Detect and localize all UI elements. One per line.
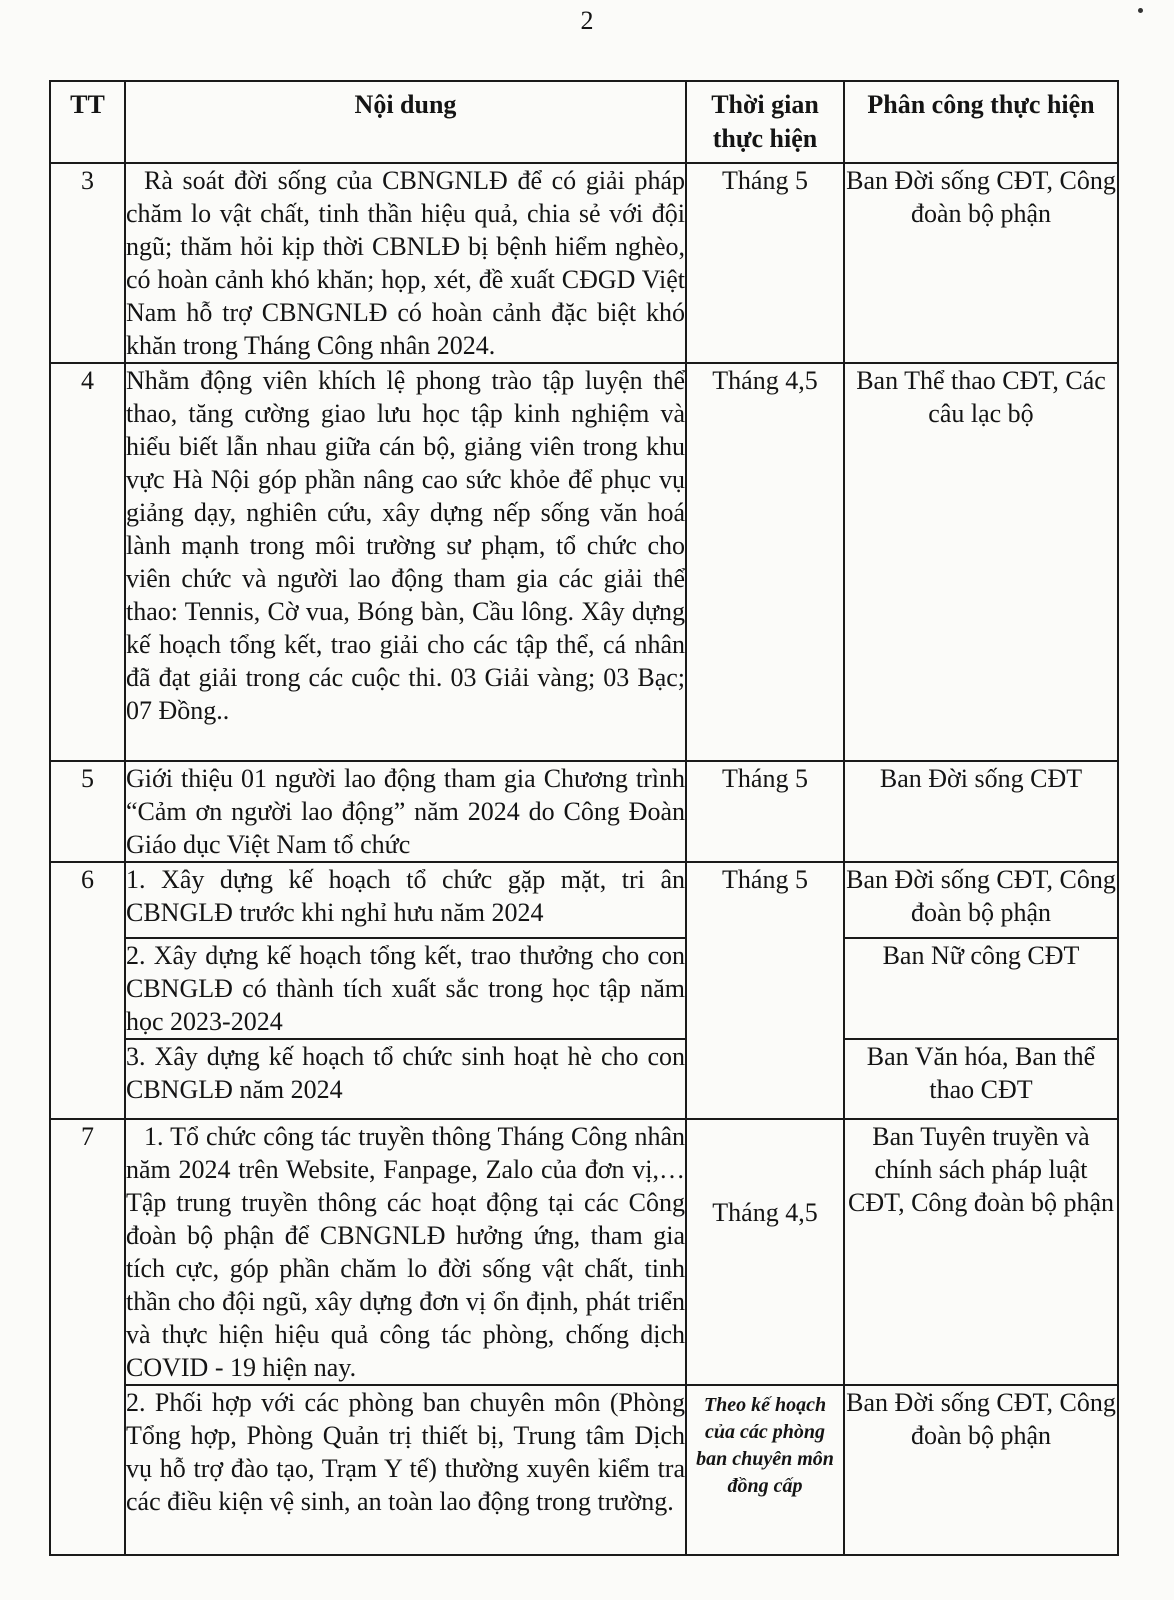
row-assignment: Ban Đời sống CĐT xyxy=(844,761,1118,862)
row-content: 2. Phối hợp với các phòng ban chuyên môn (Phòng Tổng hợp, Phòng Quản trị thiết bị, Trung tâm Dịch vụ hỗ trợ đào tạo, Trạm Y tế) thường xuyên kiểm tra các điều kiện vệ sinh, an toàn lao động trong trường. xyxy=(125,1385,686,1555)
row-assignment: Ban Văn hóa, Ban thể thao CĐT xyxy=(844,1039,1118,1119)
table-subrow xyxy=(50,1039,1118,1119)
table-row xyxy=(50,862,1118,938)
row-assignment: Ban Nữ công CĐT xyxy=(844,938,1118,1039)
table-row xyxy=(50,761,1118,862)
row-time: Tháng 4,5 xyxy=(686,1119,844,1385)
row-time: Tháng 4,5 xyxy=(686,363,844,761)
header-tt: TT xyxy=(50,81,125,163)
header-assign: Phân công thực hiện xyxy=(844,81,1118,163)
table-row xyxy=(50,363,1118,761)
table-row xyxy=(50,163,1118,363)
row-number: 3 xyxy=(50,163,125,363)
header-content: Nội dung xyxy=(125,81,686,163)
row-number: 7 xyxy=(50,1119,125,1555)
row-assignment: Ban Đời sống CĐT, Công đoàn bộ phận xyxy=(844,163,1118,363)
row-assignment: Ban Thể thao CĐT, Các câu lạc bộ xyxy=(844,363,1118,761)
row-content: 1. Tổ chức công tác truyền thông Tháng Công nhân năm 2024 trên Website, Fanpage, Zalo của đơn vị,…Tập trung truyền thông các hoạt động tại các Công đoàn bộ phận để CBNGNLĐ hưởng ứng, tham gia tích cực, góp phần chăm lo đời sống vật chất, tinh thần cho đội ngũ, xây dựng đơn vị ổn định, phát triển và thực hiện hiệu quả công tác phòng, chống dịch COVID - 19 hiện nay. xyxy=(125,1119,686,1385)
row-time: Theo kế hoạch của các phòng ban chuyên môn đồng cấp xyxy=(686,1385,844,1555)
row-content: Giới thiệu 01 người lao động tham gia Chương trình “Cảm ơn người lao động” năm 2024 do Công Đoàn Giáo dục Việt Nam tổ chức xyxy=(125,761,686,862)
activity-table xyxy=(49,80,1119,1556)
row-assignment: Ban Đời sống CĐT, Công đoàn bộ phận xyxy=(844,862,1118,938)
page-number: 2 xyxy=(580,6,594,35)
table-row xyxy=(50,1119,1118,1385)
row-time: Tháng 5 xyxy=(686,761,844,862)
scan-dot xyxy=(1138,8,1143,13)
row-content: 3. Xây dựng kế hoạch tổ chức sinh hoạt hè cho con CBNGLĐ năm 2024 xyxy=(125,1039,686,1119)
row-number: 4 xyxy=(50,363,125,761)
row-content: 1. Xây dựng kế hoạch tổ chức gặp mặt, tri ân CBNGLĐ trước khi nghỉ hưu năm 2024 xyxy=(125,862,686,938)
table-subrow xyxy=(50,1385,1118,1555)
row-number: 5 xyxy=(50,761,125,862)
table-subrow xyxy=(50,938,1118,1039)
row-assignment: Ban Đời sống CĐT, Công đoàn bộ phận xyxy=(844,1385,1118,1555)
row-content: 2. Xây dựng kế hoạch tổng kết, trao thưởng cho con CBNGLĐ có thành tích xuất sắc trong học tập năm học 2023-2024 xyxy=(125,938,686,1039)
row-time: Tháng 5 xyxy=(686,163,844,363)
row-number: 6 xyxy=(50,862,125,1119)
row-content: Rà soát đời sống của CBNGNLĐ để có giải pháp chăm lo vật chất, tinh thần hiệu quả, chia sẻ với đội ngũ; thăm hỏi kịp thời CBNLĐ bị bệnh hiểm nghèo, có hoàn cảnh khó khăn; họp, xét, đề xuất CĐGD Việt Nam hỗ trợ CBNGNLĐ có hoàn cảnh đặc biệt khó khăn trong Tháng Công nhân 2024. xyxy=(125,163,686,363)
table-header-row xyxy=(50,81,1118,163)
row-time: Tháng 5 xyxy=(686,862,844,1119)
header-time: Thời gian thực hiện xyxy=(686,81,844,163)
row-content: Nhằm động viên khích lệ phong trào tập luyện thể thao, tăng cường giao lưu học tập kinh nghiệm và hiểu biết lẫn nhau giữa cán bộ, giảng viên trong khu vực Hà Nội góp phần nâng cao sức khỏe để phục vụ giảng dạy, nghiên cứu, xây dựng nếp sống văn hoá lành mạnh trong môi trường sư phạm, tổ chức cho viên chức và người lao động tham gia các giải thể thao: Tennis, Cờ vua, Bóng bàn, Cầu lông. Xây dựng kế hoạch tổng kết, trao giải cho các tập thể, cá nhân đã đạt giải trong các cuộc thi. 03 Giải vàng; 03 Bạc; 07 Đồng.. xyxy=(125,363,686,761)
row-assignment: Ban Tuyên truyền và chính sách pháp luật CĐT, Công đoàn bộ phận xyxy=(844,1119,1118,1385)
